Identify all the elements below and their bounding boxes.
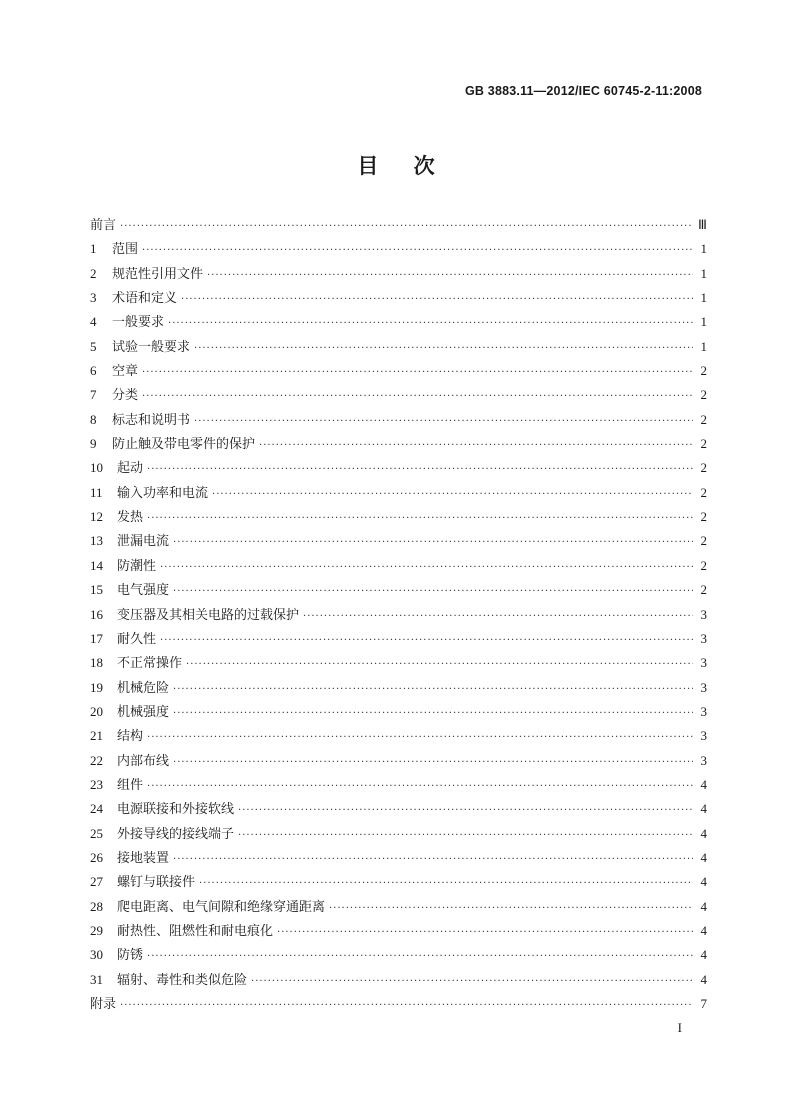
toc-leader-dots — [147, 513, 693, 524]
toc-leader-dots — [238, 830, 693, 841]
toc-entry-number: 27 — [90, 874, 103, 890]
toc-entry-page: 3 — [700, 679, 707, 695]
toc-entry-number: 15 — [90, 582, 103, 598]
toc-entry[interactable] — [90, 482, 707, 506]
page-title: 目 次 — [357, 153, 435, 178]
toc-entry-number: 30 — [90, 947, 103, 963]
toc-entry-label: 组件 — [117, 777, 144, 793]
toc-entry[interactable] — [90, 944, 707, 968]
toc-entry[interactable] — [90, 409, 707, 433]
toc-entry[interactable] — [90, 725, 707, 749]
toc-entry-label: 泄漏电流 — [117, 534, 170, 550]
toc-entry-page: 1 — [700, 265, 707, 281]
toc-entry-label: 辐射、毒性和类似危险 — [117, 972, 248, 988]
toc-leader-dots — [212, 489, 693, 500]
toc-entry[interactable] — [90, 555, 707, 579]
toc-entry-page: Ⅲ — [698, 217, 707, 232]
toc-entry-number: 12 — [90, 509, 103, 525]
toc-leader-dots — [329, 903, 693, 914]
toc-entry[interactable] — [90, 214, 707, 238]
toc-entry-page: 4 — [700, 825, 707, 841]
toc-entry[interactable] — [90, 238, 707, 262]
toc-leader-dots — [173, 854, 693, 865]
toc-entry-page: 4 — [700, 874, 707, 890]
toc-entry-number: 9 — [90, 436, 97, 452]
toc-entry[interactable] — [90, 920, 707, 944]
toc-entry[interactable] — [90, 701, 707, 725]
toc-entry-label: 规范性引用文件 — [112, 266, 204, 282]
toc-entry[interactable] — [90, 823, 707, 847]
toc-entry-number: 16 — [90, 606, 103, 622]
toc-entry[interactable] — [90, 798, 707, 822]
toc-leader-dots — [238, 805, 693, 816]
toc-leader-dots — [173, 757, 693, 768]
toc-entry[interactable] — [90, 993, 707, 1017]
toc-leader-dots — [194, 343, 693, 354]
toc-entry-number: 1 — [90, 241, 97, 257]
toc-entry-page: 7 — [700, 996, 707, 1011]
toc-leader-dots — [207, 270, 693, 281]
toc-entry-number: 3 — [90, 290, 97, 306]
toc-entry-page: 3 — [700, 703, 707, 719]
toc-entry[interactable] — [90, 774, 707, 798]
toc-entry-page: 4 — [700, 898, 707, 914]
toc-entry[interactable] — [90, 750, 707, 774]
toc-leader-dots — [186, 659, 693, 670]
toc-entry-number: 31 — [90, 971, 103, 987]
toc-leader-dots — [194, 416, 693, 427]
toc-entry-page: 2 — [700, 582, 707, 598]
toc-entry-number: 19 — [90, 679, 103, 695]
toc-entry-number: 7 — [90, 387, 97, 403]
toc-entry-page: 1 — [700, 314, 707, 330]
toc-entry[interactable] — [90, 336, 707, 360]
toc-entry-page: 4 — [700, 849, 707, 865]
toc-leader-dots — [251, 976, 693, 987]
toc-entry-page: 1 — [700, 290, 707, 306]
toc-leader-dots — [147, 732, 693, 743]
toc-entry-page: 3 — [700, 728, 707, 744]
toc-entry-number: 5 — [90, 338, 97, 354]
toc-entry-number: 25 — [90, 825, 103, 841]
page-number: I — [677, 1020, 682, 1035]
toc-entry-number: 6 — [90, 363, 97, 379]
toc-entry-label: 分类 — [112, 388, 139, 404]
toc-entry-page: 2 — [700, 484, 707, 500]
toc-leader-dots — [160, 635, 693, 646]
toc-entry-label: 变压器及其相关电路的过载保护 — [117, 607, 300, 623]
toc-entry-label: 内部布线 — [117, 753, 170, 769]
toc-leader-dots — [277, 927, 693, 938]
toc-leader-dots — [120, 1000, 693, 1011]
toc-entry-page: 3 — [700, 655, 707, 671]
toc-entry-number: 28 — [90, 898, 103, 914]
toc-entry-label: 螺钉与联接件 — [117, 875, 196, 891]
toc-leader-dots — [303, 611, 693, 622]
toc-entry-page: 4 — [700, 776, 707, 792]
toc-leader-dots — [147, 951, 693, 962]
toc-entry[interactable] — [90, 433, 707, 457]
toc-entry-label: 前言 — [90, 218, 117, 233]
toc-entry-label: 机械强度 — [117, 704, 170, 720]
toc-entry-number: 24 — [90, 801, 103, 817]
toc-entry-label: 外接导线的接线端子 — [117, 826, 235, 842]
toc-entry-label: 电源联接和外接软线 — [117, 802, 235, 818]
standard-code-header: GB 3883.11—2012/IEC 60745-2-11:2008 — [464, 84, 702, 98]
toc-entry-page: 4 — [700, 947, 707, 963]
toc-entry-label: 不正常操作 — [117, 656, 183, 672]
toc-entry[interactable] — [90, 360, 707, 384]
toc-entry-number: 11 — [90, 484, 103, 500]
toc-entry-label: 电气强度 — [117, 583, 170, 599]
toc-entry-label: 起动 — [117, 461, 144, 477]
toc-entry-label: 防止触及带电零件的保护 — [112, 437, 256, 453]
toc-leader-dots — [259, 440, 693, 451]
toc-entry-number: 22 — [90, 752, 103, 768]
toc-entry[interactable] — [90, 579, 707, 603]
toc-entry[interactable] — [90, 628, 707, 652]
toc-entry[interactable] — [90, 263, 707, 287]
toc-entry-label: 术语和定义 — [112, 291, 178, 307]
toc-leader-dots — [147, 781, 693, 792]
toc-entry-label: 接地装置 — [117, 850, 170, 866]
toc-leader-dots — [147, 464, 693, 475]
toc-entry-number: 8 — [90, 411, 97, 427]
toc-entry-page: 1 — [700, 241, 707, 257]
toc-entry-label: 发热 — [117, 510, 144, 526]
toc-entry-label: 结构 — [117, 729, 144, 745]
toc-entry-label: 附录 — [90, 997, 117, 1012]
toc-entry-label: 标志和说明书 — [112, 412, 191, 428]
toc-entry-page: 1 — [700, 338, 707, 354]
toc-entry[interactable] — [90, 871, 707, 895]
toc-entry[interactable] — [90, 506, 707, 530]
toc-leader-dots — [173, 708, 693, 719]
toc-entry[interactable] — [90, 847, 707, 871]
toc-entry-label: 耐久性 — [117, 631, 157, 647]
toc-entry-page: 2 — [700, 557, 707, 573]
toc-entry-page: 4 — [700, 922, 707, 938]
toc-entry-number: 18 — [90, 655, 103, 671]
toc-leader-dots — [173, 684, 693, 695]
toc-entry-label: 范围 — [112, 242, 139, 258]
toc-leader-dots — [142, 367, 693, 378]
toc-entry-label: 防潮性 — [117, 558, 157, 574]
toc-entry-label: 防锈 — [117, 948, 144, 964]
toc-entry-page: 2 — [700, 436, 707, 452]
toc-entry[interactable] — [90, 457, 707, 481]
toc-leader-dots — [160, 562, 693, 573]
toc-leader-dots — [173, 537, 693, 548]
toc-leader-dots — [199, 878, 693, 889]
toc-leader-dots — [181, 294, 693, 305]
toc-entry-page: 2 — [700, 509, 707, 525]
toc-entry[interactable] — [90, 677, 707, 701]
toc-entry-page: 2 — [700, 411, 707, 427]
toc-leader-dots — [142, 245, 693, 256]
toc-entry[interactable] — [90, 652, 707, 676]
toc-entry-number: 21 — [90, 728, 103, 744]
toc-entry-number: 4 — [90, 314, 97, 330]
toc-entry-label: 输入功率和电流 — [117, 485, 209, 501]
toc-entry-page: 3 — [700, 606, 707, 622]
toc-entry-number: 14 — [90, 557, 103, 573]
toc-entry-number: 2 — [90, 265, 97, 281]
toc-entry-label: 机械危险 — [117, 680, 170, 696]
toc-entry-page: 3 — [700, 630, 707, 646]
toc-entry-label: 一般要求 — [112, 315, 165, 331]
toc-entry-page: 2 — [700, 533, 707, 549]
toc-leader-dots — [173, 586, 693, 597]
toc-entry-label: 试验一般要求 — [112, 339, 191, 355]
toc-entry-number: 17 — [90, 630, 103, 646]
toc-entry-number: 23 — [90, 776, 103, 792]
toc-entry[interactable] — [90, 896, 707, 920]
toc-entry-number: 29 — [90, 922, 103, 938]
toc-entry[interactable] — [90, 604, 707, 628]
toc-entry-number: 26 — [90, 849, 103, 865]
toc-entry-page: 2 — [700, 460, 707, 476]
toc-entry-page: 3 — [700, 752, 707, 768]
toc-entry-number: 10 — [90, 460, 103, 476]
toc-entry-number: 13 — [90, 533, 103, 549]
toc-leader-dots — [120, 221, 693, 232]
toc-entry-label: 空章 — [112, 364, 139, 380]
toc-leader-dots — [142, 391, 693, 402]
toc-entry[interactable] — [90, 530, 707, 554]
toc-entry-page: 4 — [700, 971, 707, 987]
toc-entry[interactable] — [90, 384, 707, 408]
toc-entry-page: 4 — [700, 801, 707, 817]
toc-leader-dots — [168, 318, 693, 329]
toc-entry[interactable] — [90, 287, 707, 311]
toc-entry-number: 20 — [90, 703, 103, 719]
toc-entry[interactable] — [90, 969, 707, 993]
toc-entry-page: 2 — [700, 363, 707, 379]
toc-entry[interactable] — [90, 311, 707, 335]
toc-entry-page: 2 — [700, 387, 707, 403]
toc-entry-label: 耐热性、阻燃性和耐电痕化 — [117, 923, 274, 939]
toc-entry-label: 爬电距离、电气间隙和绝缘穿通距离 — [117, 899, 326, 915]
table-of-contents — [90, 214, 707, 1017]
